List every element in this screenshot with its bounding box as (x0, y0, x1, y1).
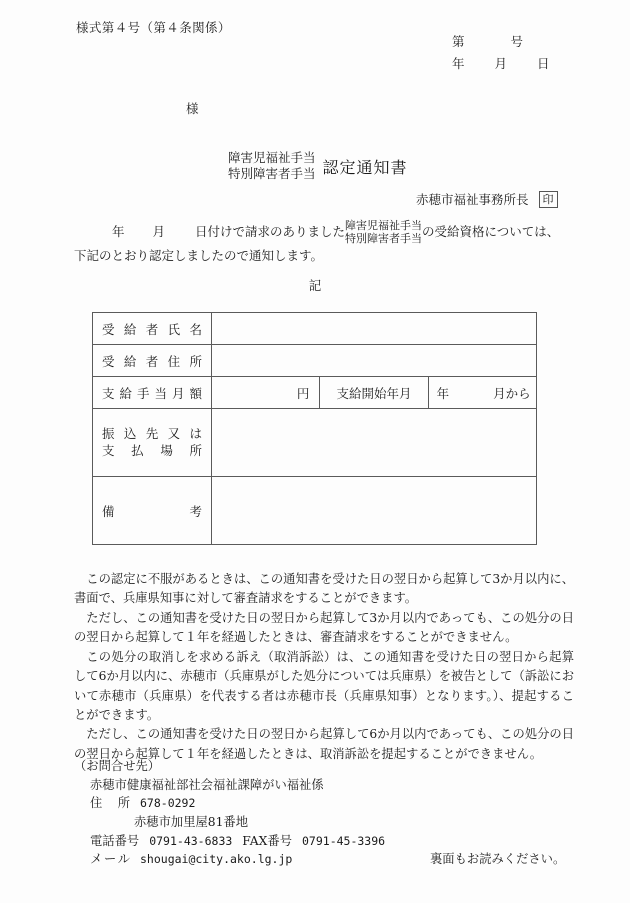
row-value-remarks[interactable] (212, 477, 537, 545)
issuer-line (416, 190, 558, 208)
row-label-recipient-name: 受給者氏名 (93, 313, 212, 345)
start-year-label: 年 (436, 385, 450, 401)
contact-phone-label: 電話番号 (90, 833, 140, 848)
row-label-monthly-amount: 支給手当月額 (93, 377, 212, 409)
lead-text-before: 日付けで請求のありました (195, 224, 346, 240)
row-value-recipient-name[interactable] (212, 313, 537, 345)
document-number-prefix: 第 (452, 34, 465, 49)
row-label-remarks: 備考 (93, 477, 212, 545)
document-number-line (452, 32, 523, 50)
row-label-start-month: 支給開始年月 (320, 377, 428, 409)
notice-paragraph: この認定に不服があるときは、この通知書を受けた日の翌日から起算して3か月以内に、書面で、兵庫県知事に対して審査請求をすることができます。 (74, 572, 574, 606)
contact-email-label: メール (90, 852, 130, 867)
ki-marker: 記 (308, 278, 322, 293)
contact-postal-code: 678-0292 (140, 796, 196, 811)
contact-address-label: 住所 (90, 796, 130, 811)
contact-department: 赤穂市健康福祉部社会福祉課障がい福祉係 (90, 777, 324, 792)
row-label-bank-or-payment-place (93, 409, 212, 477)
table-row (93, 477, 537, 545)
row-value-bank-or-payment-place[interactable] (212, 409, 537, 477)
contact-phone-number: 0791-43-6833 (149, 833, 233, 848)
row-value-monthly-amount[interactable]: 円 (212, 377, 320, 409)
legal-notices (74, 570, 574, 764)
contact-block (74, 757, 385, 869)
lead-year-label: 年 (112, 224, 125, 240)
table-row (93, 345, 537, 377)
form-number: 様式第４号（第４条関係） (76, 20, 231, 35)
contact-fax-label: FAX番号 (242, 833, 292, 848)
issuer-name: 赤穂市福祉事務所長 (416, 192, 529, 207)
recipient-info-table (92, 312, 537, 545)
document-number-suffix: 号 (510, 34, 524, 49)
notice-paragraph: ただし、この通知書を受けた日の翌日から起算して6か月以内であっても、この処分の日の翌日から起算して１年を経過したときは、取消訴訟を提起することができません。 (74, 727, 574, 761)
row-value-start-month[interactable] (428, 377, 536, 409)
bank-label-line-1: 振込先又は (102, 425, 202, 441)
title-benefit-line-2: 特別障害者手当 (228, 166, 316, 181)
date-day-label: 日 (537, 56, 550, 71)
row-label-recipient-address: 受給者住所 (93, 345, 212, 377)
start-month-from-label: 月から (493, 385, 531, 401)
contact-email-line (90, 850, 385, 869)
lead-benefit-line-2: 特別障害者手当 (345, 232, 423, 246)
table-row (93, 313, 537, 345)
contact-email-address: shougai@city.ako.lg.jp (140, 852, 293, 867)
contact-address-line (90, 794, 385, 813)
addressee-line: 様 (186, 101, 199, 116)
notice-paragraph: ただし、この通知書を受けた日の翌日から起算して3か月以内であっても、この処分の日の翌日から起算して１年を経過したときは、審査請求をすることができません。 (74, 610, 574, 645)
title-benefit-stack (228, 150, 323, 182)
date-month-label: 月 (494, 56, 508, 71)
title-benefit-line-1: 障害児福祉手当 (228, 150, 316, 165)
seal-stamp-box: 印 (539, 191, 558, 208)
table-row (93, 409, 537, 477)
row-value-recipient-address[interactable] (212, 345, 537, 377)
bank-label-line-2: 支払場所 (102, 442, 202, 458)
title-main-text: 認定通知書 (322, 157, 408, 177)
lead-paragraph (74, 219, 574, 266)
contact-phone-line (90, 832, 385, 851)
date-year-label: 年 (452, 56, 465, 71)
lead-benefit-line-1: 障害児福祉手当 (345, 219, 423, 232)
notice-paragraph: この処分の取消しを求める訴え（取消訴訟）は、この通知書を受けた日の翌日から起算して6か月以内に、赤穂市（兵庫県がした処分については兵庫県）を被告として（訴訟において赤穂市（兵庫県）を代表する者は赤穂市長（兵庫県知事）となります。）、提起することができます。 (74, 649, 574, 722)
lead-month-label: 月 (152, 224, 166, 240)
table-row (93, 377, 537, 409)
backside-note: 裏面もお読みください。 (430, 852, 566, 866)
contact-street-address: 赤穂市加里屋81番地 (134, 815, 249, 830)
contact-heading: （お問合せ先） (74, 759, 161, 773)
contact-fax-number: 0791-45-3396 (302, 833, 386, 848)
lead-line-1 (74, 219, 574, 246)
lead-benefit-stack (345, 219, 422, 246)
lead-line-2: 下記のとおり認定しましたので通知します。 (74, 247, 324, 263)
lead-text-after: の受給資格については、 (422, 224, 560, 240)
document-date-line (452, 54, 550, 72)
document-title (228, 150, 408, 182)
